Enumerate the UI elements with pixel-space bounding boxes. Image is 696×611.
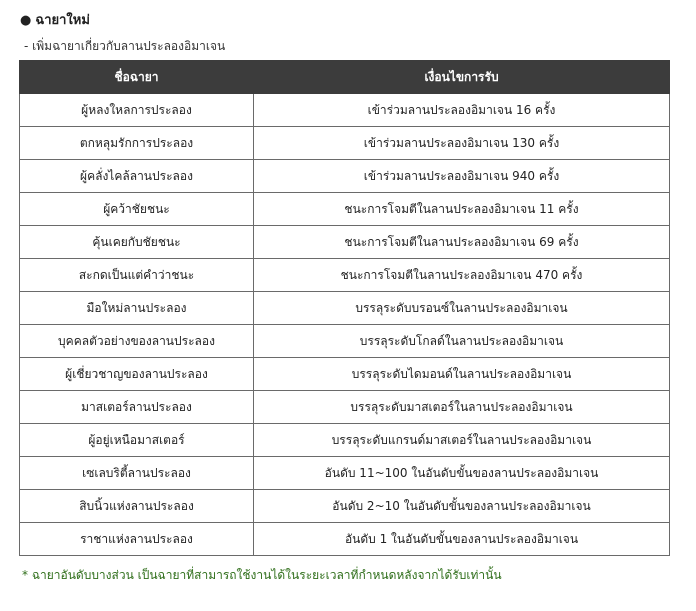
condition-cell: บรรลุระดับโกลด์ในลานประลองอิมาเจน	[254, 325, 670, 358]
table-row	[20, 94, 670, 127]
title-name-cell: สะกดเป็นแต่คำว่าชนะ	[20, 259, 254, 292]
title-name-cell: มือใหม่ลานประลอง	[20, 292, 254, 325]
title-name-cell: เซเลบริตี้ลานประลอง	[20, 457, 254, 490]
title-name-cell: สิบนิ้วแห่งลานประลอง	[20, 490, 254, 523]
condition-cell: บรรลุระดับไดมอนด์ในลานประลองอิมาเจน	[254, 358, 670, 391]
condition-cell: อันดับ 11~100 ในอันดับขั้นของลานประลองอิมาเจน	[254, 457, 670, 490]
table-row	[20, 391, 670, 424]
condition-cell: อันดับ 2~10 ในอันดับขั้นของลานประลองอิมาเจน	[254, 490, 670, 523]
table-row	[20, 490, 670, 523]
condition-cell: บรรลุระดับแกรนด์มาสเตอร์ในลานประลองอิมาเจน	[254, 424, 670, 457]
title-name-cell: บุคคลตัวอย่างของลานประลอง	[20, 325, 254, 358]
title-name-cell: ผู้หลงใหลการประลอง	[20, 94, 254, 127]
table-header-row	[20, 61, 670, 94]
title-name-cell: คุ้นเคยกับชัยชนะ	[20, 226, 254, 259]
sub-note: - เพิ่มฉายาเกี่ยวกับลานประลองอิมาเจน	[24, 39, 226, 53]
table-row	[20, 193, 670, 226]
header-title-name: ชื่อฉายา	[20, 61, 254, 94]
title-name-cell: ผู้คว้าชัยชนะ	[20, 193, 254, 226]
titles-table	[19, 60, 670, 556]
bullet-icon: ●	[20, 13, 32, 28]
table-row	[20, 523, 670, 556]
table-row	[20, 457, 670, 490]
condition-cell: เข้าร่วมลานประลองอิมาเจน 940 ครั้ง	[254, 160, 670, 193]
table-row	[20, 127, 670, 160]
table-row	[20, 358, 670, 391]
title-name-cell: ผู้คลั่งไคล้ลานประลอง	[20, 160, 254, 193]
condition-cell: เข้าร่วมลานประลองอิมาเจน 130 ครั้ง	[254, 127, 670, 160]
section-title: ฉายาใหม่	[35, 13, 90, 28]
header-condition: เงื่อนไขการรับ	[254, 61, 670, 94]
condition-cell: ชนะการโจมตีในลานประลองอิมาเจน 11 ครั้ง	[254, 193, 670, 226]
footnote: * ฉายาอันดับบางส่วน เป็นฉายาที่สามารถใช้งานได้ในระยะเวลาที่กำหนดหลังจากได้รับเท่านั้น	[22, 568, 502, 582]
table-row	[20, 226, 670, 259]
table-row	[20, 292, 670, 325]
table-row	[20, 424, 670, 457]
section-heading	[20, 9, 90, 30]
title-name-cell: ผู้เชี่ยวชาญของลานประลอง	[20, 358, 254, 391]
title-name-cell: ราชาแห่งลานประลอง	[20, 523, 254, 556]
title-name-cell: ตกหลุมรักการประลอง	[20, 127, 254, 160]
table-row	[20, 325, 670, 358]
condition-cell: เข้าร่วมลานประลองอิมาเจน 16 ครั้ง	[254, 94, 670, 127]
condition-cell: บรรลุระดับบรอนซ์ในลานประลองอิมาเจน	[254, 292, 670, 325]
table-row	[20, 160, 670, 193]
condition-cell: ชนะการโจมตีในลานประลองอิมาเจน 69 ครั้ง	[254, 226, 670, 259]
condition-cell: อันดับ 1 ในอันดับขั้นของลานประลองอิมาเจน	[254, 523, 670, 556]
title-name-cell: มาสเตอร์ลานประลอง	[20, 391, 254, 424]
title-name-cell: ผู้อยู่เหนือมาสเตอร์	[20, 424, 254, 457]
condition-cell: ชนะการโจมตีในลานประลองอิมาเจน 470 ครั้ง	[254, 259, 670, 292]
table-row	[20, 259, 670, 292]
condition-cell: บรรลุระดับมาสเตอร์ในลานประลองอิมาเจน	[254, 391, 670, 424]
